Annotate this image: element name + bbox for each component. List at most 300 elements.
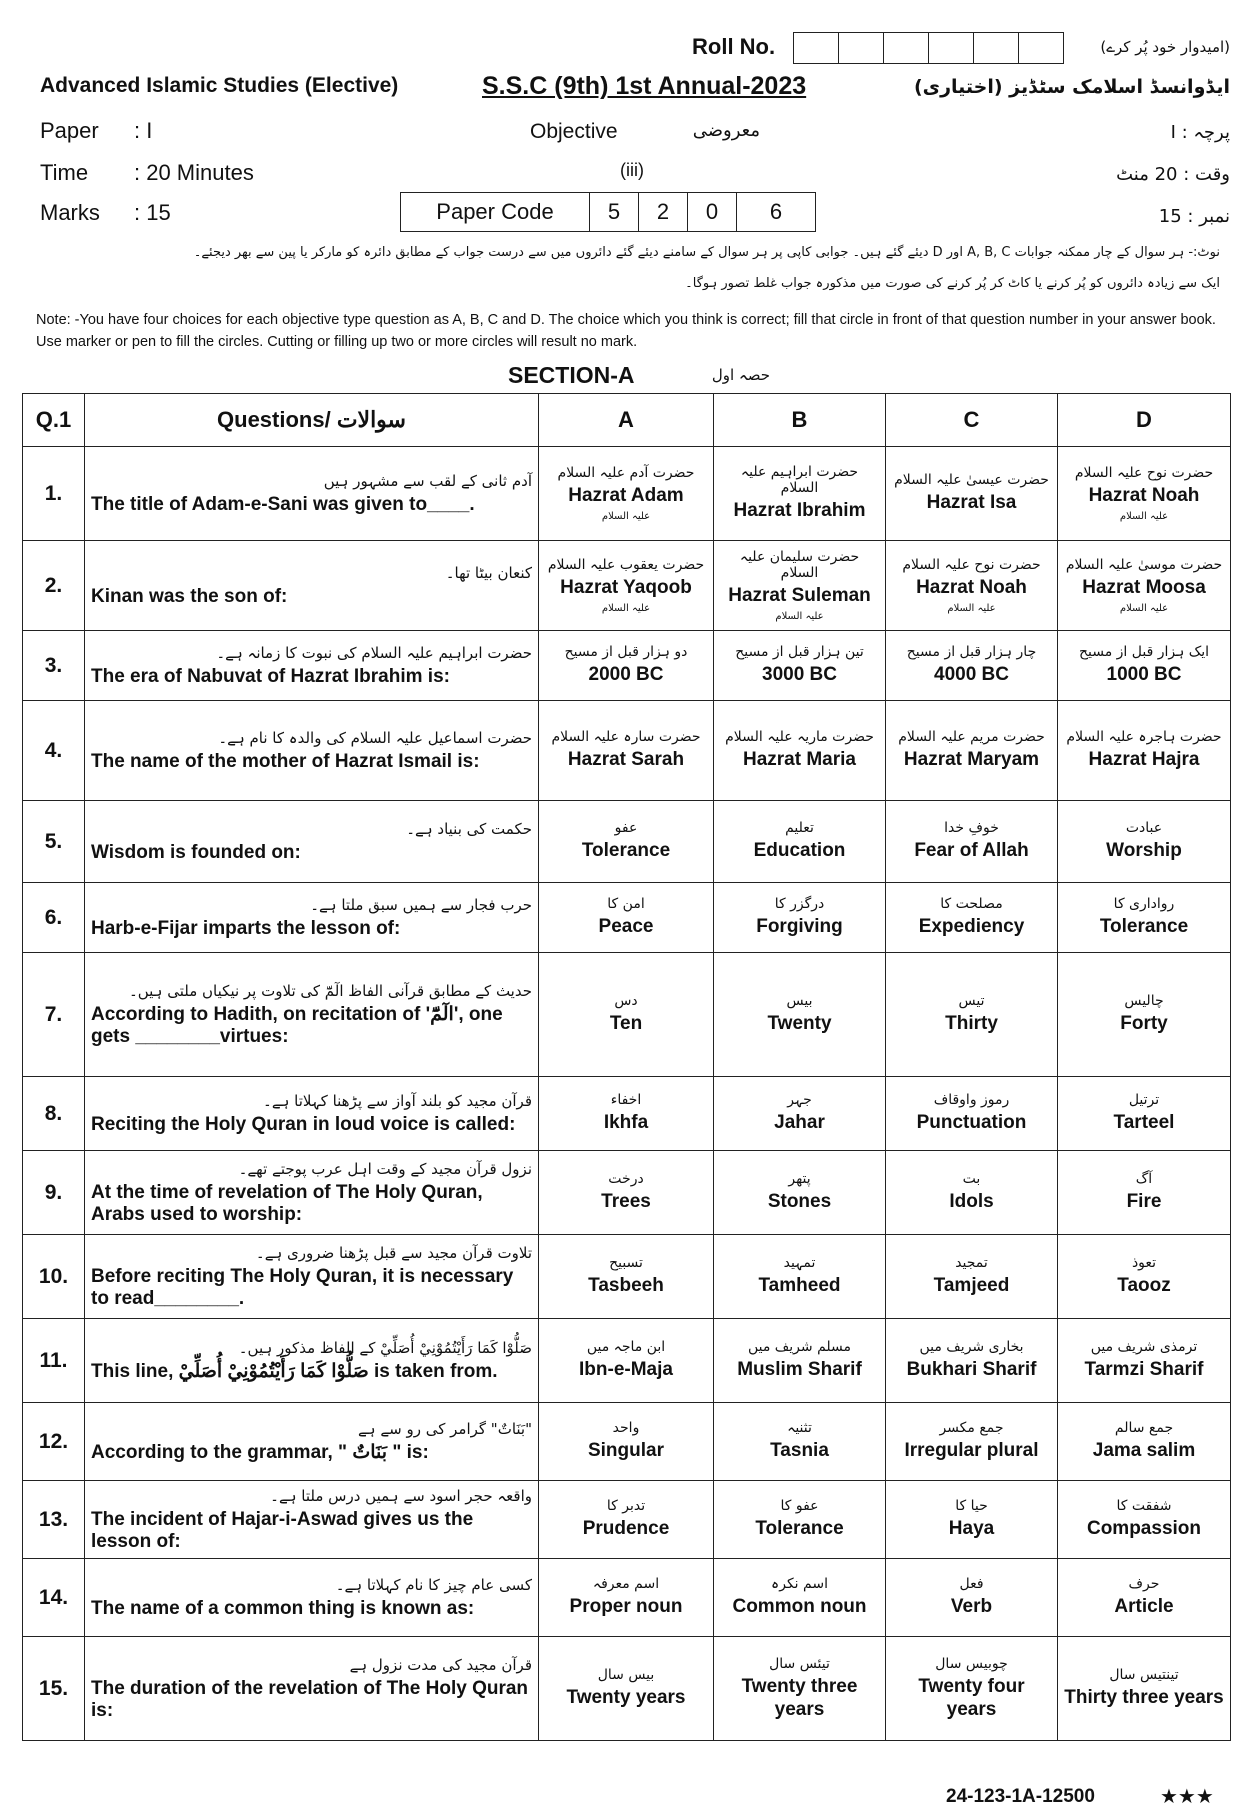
option-urdu: حضرت آدم علیہ السلام bbox=[557, 465, 695, 482]
option-english: 4000 BC bbox=[934, 664, 1009, 686]
header-q-number: Q.1 bbox=[23, 394, 85, 447]
option-english: Hazrat Hajra bbox=[1088, 749, 1200, 771]
option-english: Ten bbox=[609, 1013, 643, 1035]
option-urdu: تمہید bbox=[783, 1255, 816, 1272]
option-urdu: حضرت ابراہیم علیہ السلام bbox=[740, 464, 859, 497]
option-english: Tamjeed bbox=[933, 1275, 1010, 1297]
option-urdu: تدبر کا bbox=[606, 1498, 646, 1515]
option-c-cell bbox=[886, 1319, 1058, 1403]
option-english: Haya bbox=[948, 1518, 995, 1540]
option-a-cell bbox=[539, 1481, 714, 1559]
option-english: Article bbox=[1114, 1596, 1174, 1618]
option-b-cell bbox=[714, 701, 886, 801]
question-english: Harb-e-Fijar imparts the lesson of: bbox=[91, 917, 401, 939]
question-english: Wisdom is founded on: bbox=[91, 841, 301, 863]
option-english: Fire bbox=[1126, 1191, 1162, 1213]
paper-code-digit: 6 bbox=[769, 199, 783, 224]
option-english: Hazrat Maria bbox=[743, 749, 856, 771]
time-label: Time bbox=[40, 160, 89, 185]
option-english: Hazrat Suleman bbox=[728, 585, 871, 607]
option-b-cell bbox=[714, 1077, 886, 1151]
question-urdu: حضرت ابراہیم علیہ السلام کی نبوت کا زمانہ ہے۔ bbox=[216, 643, 532, 662]
option-english: Hazrat Sarah bbox=[567, 749, 685, 771]
option-a-cell bbox=[539, 801, 714, 883]
option-english: Hazrat Maryam bbox=[903, 749, 1040, 771]
option-b-cell bbox=[714, 1319, 886, 1403]
option-english: Irregular plural bbox=[904, 1440, 1039, 1462]
paper-label: Paper bbox=[40, 118, 99, 143]
option-english: Tasnia bbox=[770, 1440, 829, 1462]
option-c-cell bbox=[886, 1637, 1058, 1741]
option-urdu: حضرت یعقوب علیہ السلام bbox=[547, 557, 705, 574]
option-d-cell bbox=[1058, 801, 1231, 883]
roll-box[interactable] bbox=[1019, 33, 1063, 63]
question-english: The incident of Hajar-i-Aswad gives us the lesson of: bbox=[91, 1508, 474, 1552]
time-value: : 20 Minutes bbox=[134, 160, 254, 185]
option-urdu: چالیس bbox=[1124, 993, 1164, 1010]
option-english: Stones bbox=[767, 1191, 832, 1213]
option-urdu: بیس bbox=[786, 993, 813, 1010]
option-english: 1000 BC bbox=[1106, 664, 1182, 686]
option-english: Forgiving bbox=[756, 916, 843, 938]
objective-label: Objective bbox=[530, 120, 618, 143]
question-row bbox=[23, 953, 1231, 1077]
option-english: Hazrat Noah bbox=[1088, 485, 1200, 507]
paper-code-label: Paper Code bbox=[401, 193, 590, 231]
question-text-cell bbox=[85, 541, 539, 631]
option-urdu: ایک ہزار قبل از مسیح bbox=[1078, 644, 1210, 661]
question-row bbox=[23, 1151, 1231, 1235]
option-urdu: مصلحت کا bbox=[940, 896, 1003, 913]
question-text-cell bbox=[85, 883, 539, 953]
paper-code-box bbox=[400, 192, 816, 232]
question-urdu: کسی عام چیز کا نام کہلاتا ہے۔ bbox=[335, 1575, 532, 1594]
question-text-cell bbox=[85, 1319, 539, 1403]
marks-urdu: نمبر : 15 bbox=[1158, 206, 1230, 227]
option-honorific: علیہ السلام bbox=[601, 510, 651, 522]
option-english: Tamheed bbox=[758, 1275, 841, 1297]
question-urdu: کنعان بیٹا تھا۔ bbox=[445, 563, 532, 582]
option-urdu: حرف bbox=[1128, 1576, 1160, 1593]
option-urdu: تیئس سال bbox=[769, 1655, 830, 1672]
option-c-cell bbox=[886, 801, 1058, 883]
option-urdu: چوبیس سال bbox=[935, 1655, 1008, 1672]
option-d-cell bbox=[1058, 631, 1231, 701]
option-urdu: تینتیس سال bbox=[1109, 1667, 1179, 1684]
question-row bbox=[23, 541, 1231, 631]
option-english: Tarmzi Sharif bbox=[1084, 1359, 1204, 1381]
option-d-cell bbox=[1058, 883, 1231, 953]
option-c-cell bbox=[886, 1235, 1058, 1319]
option-a-cell bbox=[539, 447, 714, 541]
question-text-cell bbox=[85, 631, 539, 701]
option-urdu: حضرت ہاجرہ علیہ السلام bbox=[1066, 729, 1222, 746]
option-english: Jama salim bbox=[1092, 1440, 1196, 1462]
option-b-cell bbox=[714, 883, 886, 953]
question-number: 8. bbox=[23, 1077, 85, 1151]
option-urdu: مسلم شریف میں bbox=[747, 1339, 852, 1356]
option-urdu: حضرت موسیٰ علیہ السلام bbox=[1065, 557, 1223, 574]
option-honorific: علیہ السلام bbox=[1119, 510, 1169, 522]
option-d-cell bbox=[1058, 953, 1231, 1077]
option-english: Twenty bbox=[767, 1013, 832, 1035]
option-c-cell bbox=[886, 541, 1058, 631]
question-number: 12. bbox=[23, 1403, 85, 1481]
option-d-cell bbox=[1058, 1637, 1231, 1741]
question-english: This line, صَلُّوْا كَمَا رَأَيْتُمُوْنِيْ أُصَلِّيْ is taken from. bbox=[91, 1360, 498, 1382]
option-d-cell bbox=[1058, 1403, 1231, 1481]
option-urdu: حضرت سارہ علیہ السلام bbox=[551, 729, 701, 746]
option-english: Ikhfa bbox=[603, 1112, 649, 1134]
section-title: SECTION-A bbox=[508, 362, 635, 388]
question-urdu: قرآن مجید کو بلند آواز سے پڑھنا کہلاتا ہے۔ bbox=[263, 1091, 532, 1110]
question-urdu: حکمت کی بنیاد ہے۔ bbox=[406, 819, 532, 838]
question-urdu: صَلُّوْا كَمَا رَأَيْتُمُوْنِيْ أُصَلِّيْ کے الفاظ مذکور ہیں۔ bbox=[238, 1338, 532, 1357]
question-english: Before reciting The Holy Quran, it is necessary to read________. bbox=[91, 1265, 514, 1309]
question-row bbox=[23, 1319, 1231, 1403]
option-english: Tolerance bbox=[581, 840, 671, 862]
option-english: Twenty four years bbox=[918, 1675, 1025, 1720]
option-d-cell bbox=[1058, 1319, 1231, 1403]
footer-stars: ★★★ bbox=[1160, 1786, 1214, 1808]
option-c-cell bbox=[886, 447, 1058, 541]
question-text-cell bbox=[85, 1235, 539, 1319]
option-c-cell bbox=[886, 701, 1058, 801]
question-english: At the time of revelation of The Holy Quran, Arabs used to worship: bbox=[91, 1181, 483, 1225]
option-urdu: شفقت کا bbox=[1116, 1498, 1172, 1515]
marks-label: Marks bbox=[40, 200, 100, 225]
option-c-cell bbox=[886, 883, 1058, 953]
paper-value: : I bbox=[134, 118, 153, 143]
option-a-cell bbox=[539, 1077, 714, 1151]
question-number: 5. bbox=[23, 801, 85, 883]
option-urdu: تین ہزار قبل از مسیح bbox=[735, 644, 864, 661]
question-row bbox=[23, 1403, 1231, 1481]
objective-urdu: معروضی bbox=[692, 120, 760, 141]
option-urdu: جمع سالم bbox=[1114, 1420, 1174, 1437]
option-d-cell bbox=[1058, 1077, 1231, 1151]
option-english: Twenty years bbox=[566, 1687, 686, 1709]
roll-box[interactable] bbox=[974, 33, 1019, 63]
option-english: Peace bbox=[598, 916, 654, 938]
option-a-cell bbox=[539, 953, 714, 1077]
question-text-cell bbox=[85, 447, 539, 541]
question-row bbox=[23, 801, 1231, 883]
header-option-b: B bbox=[714, 394, 886, 447]
option-c-cell bbox=[886, 631, 1058, 701]
option-urdu: آگ bbox=[1135, 1171, 1153, 1188]
question-number: 2. bbox=[23, 541, 85, 631]
option-urdu: حضرت ماریہ علیہ السلام bbox=[725, 729, 874, 746]
option-a-cell bbox=[539, 883, 714, 953]
question-text-cell bbox=[85, 1637, 539, 1741]
question-row bbox=[23, 883, 1231, 953]
option-c-cell bbox=[886, 1481, 1058, 1559]
option-urdu: رواداری کا bbox=[1113, 896, 1175, 913]
subject-title-urdu: ایڈوانسڈ اسلامک سٹڈیز (اختیاری) bbox=[913, 76, 1230, 98]
option-a-cell bbox=[539, 1637, 714, 1741]
header-option-a: A bbox=[539, 394, 714, 447]
roll-box[interactable] bbox=[929, 33, 974, 63]
option-urdu: پتھر bbox=[788, 1171, 811, 1188]
option-urdu: بت bbox=[962, 1171, 981, 1188]
paper-code-digit: 5 bbox=[590, 193, 639, 231]
option-d-cell bbox=[1058, 1559, 1231, 1637]
question-number: 7. bbox=[23, 953, 85, 1077]
question-urdu: حضرت اسماعیل علیہ السلام کی والدہ کا نام ہے۔ bbox=[218, 728, 532, 747]
question-urdu: حدیث کے مطابق قرآنی الفاظ الٓمّٓ کی تلاوت پر نیکیاں ملتی ہیں۔ bbox=[128, 981, 532, 1000]
option-english: Prudence bbox=[582, 1518, 670, 1540]
option-english: Tolerance bbox=[1099, 916, 1189, 938]
option-urdu: حضرت نوح علیہ السلام bbox=[1074, 465, 1214, 482]
option-english: Fear of Allah bbox=[914, 840, 1029, 862]
option-english: Hazrat Adam bbox=[568, 485, 684, 507]
option-english: Taooz bbox=[1117, 1275, 1171, 1297]
option-urdu: امن کا bbox=[607, 896, 645, 913]
option-a-cell bbox=[539, 1319, 714, 1403]
question-english: The title of Adam-e-Sani was given to____. bbox=[91, 493, 475, 515]
question-text-cell bbox=[85, 1151, 539, 1235]
question-row bbox=[23, 447, 1231, 541]
option-c-cell bbox=[886, 953, 1058, 1077]
question-english: The era of Nabuvat of Hazrat Ibrahim is: bbox=[91, 665, 450, 687]
question-urdu: آدم ثانی کے لقب سے مشہور ہیں bbox=[323, 471, 532, 490]
option-b-cell bbox=[714, 447, 886, 541]
option-english: Common noun bbox=[732, 1596, 867, 1618]
question-english: According to the grammar, " بَنَاتٌ " is: bbox=[91, 1441, 429, 1463]
option-english: Forty bbox=[1120, 1013, 1168, 1035]
option-honorific: علیہ السلام bbox=[947, 602, 996, 614]
note-urdu-line1: نوٹ:- ہر سوال کے چار ممکنہ جوابات A, B, C اور D دیئے گئے ہیں۔ جوابی کاپی پر ہر سوال کے سامنے دیئے گئے دائروں میں سے درست جواب کے مطابق دائرہ کو مارکر یا پین سے بھر دیجئے۔ bbox=[193, 245, 1220, 260]
paper-urdu: پرچہ : I bbox=[1170, 122, 1230, 143]
option-urdu: واحد bbox=[612, 1420, 640, 1437]
option-urdu: اسم نکرہ bbox=[771, 1576, 828, 1593]
option-a-cell bbox=[539, 631, 714, 701]
option-english: 2000 BC bbox=[588, 664, 664, 686]
option-urdu: جہر bbox=[787, 1092, 812, 1109]
option-english: Worship bbox=[1106, 840, 1182, 862]
option-english: Singular bbox=[587, 1440, 664, 1462]
question-urdu: حرب فجار سے ہمیں سبق ملتا ہے۔ bbox=[310, 895, 532, 914]
question-number: 15. bbox=[23, 1637, 85, 1741]
option-urdu: دس bbox=[614, 993, 638, 1010]
option-urdu: خوفِ خدا bbox=[944, 820, 999, 837]
question-urdu: "بَنَاتٌ" گرامر کی رو سے ہے bbox=[358, 1419, 532, 1438]
option-urdu: جمع مکسر bbox=[939, 1420, 1004, 1437]
option-a-cell bbox=[539, 1235, 714, 1319]
question-row bbox=[23, 631, 1231, 701]
paper-code-digit: 0 bbox=[688, 193, 737, 231]
footer-code: 24-123-1A-12500 bbox=[946, 1786, 1095, 1807]
mcq-table bbox=[22, 393, 1231, 1741]
marks-value: : 15 bbox=[134, 200, 171, 225]
header-option-d: D bbox=[1058, 394, 1231, 447]
option-english: Jahar bbox=[774, 1112, 825, 1134]
question-number: 9. bbox=[23, 1151, 85, 1235]
question-row bbox=[23, 1481, 1231, 1559]
option-a-cell bbox=[539, 1151, 714, 1235]
table-header-row bbox=[23, 394, 1231, 447]
option-b-cell bbox=[714, 1403, 886, 1481]
question-text-cell bbox=[85, 801, 539, 883]
option-english: Proper noun bbox=[569, 1596, 683, 1618]
option-english: Hazrat Moosa bbox=[1082, 577, 1206, 599]
option-english: 3000 BC bbox=[762, 664, 837, 686]
option-english: Thirty bbox=[945, 1013, 998, 1035]
option-urdu: ابن ماجہ میں bbox=[586, 1339, 666, 1356]
option-c-cell bbox=[886, 1077, 1058, 1151]
option-b-cell bbox=[714, 631, 886, 701]
option-urdu: تمجید bbox=[955, 1255, 988, 1272]
question-text-cell bbox=[85, 1559, 539, 1637]
option-b-cell bbox=[714, 541, 886, 631]
question-text-cell bbox=[85, 1077, 539, 1151]
roll-box[interactable] bbox=[884, 33, 929, 63]
roll-number-boxes[interactable] bbox=[793, 32, 1064, 64]
question-urdu: نزول قرآن مجید کے وقت اہل عرب پوجتے تھے۔ bbox=[238, 1159, 532, 1178]
option-urdu: بخاری شریف میں bbox=[919, 1339, 1024, 1356]
question-text-cell bbox=[85, 1403, 539, 1481]
option-d-cell bbox=[1058, 447, 1231, 541]
subject-title: Advanced Islamic Studies (Elective) bbox=[40, 74, 399, 97]
question-number: 10. bbox=[23, 1235, 85, 1319]
option-urdu: تسبیح bbox=[609, 1255, 643, 1272]
option-urdu: تعلیم bbox=[785, 820, 814, 837]
question-number: 4. bbox=[23, 701, 85, 801]
header-questions: Questions/ سوالات bbox=[85, 394, 539, 447]
question-number: 13. bbox=[23, 1481, 85, 1559]
option-english: Thirty three years bbox=[1064, 1687, 1224, 1709]
section-title-urdu: حصہ اول bbox=[711, 366, 770, 384]
option-urdu: درخت bbox=[608, 1171, 644, 1188]
option-d-cell bbox=[1058, 1151, 1231, 1235]
option-urdu: چار ہزار قبل از مسیح bbox=[906, 644, 1037, 661]
option-english: Punctuation bbox=[916, 1112, 1027, 1134]
option-urdu: ترمذی شریف میں bbox=[1090, 1339, 1198, 1356]
option-a-cell bbox=[539, 1403, 714, 1481]
option-english: Trees bbox=[601, 1191, 651, 1213]
option-urdu: عفو bbox=[614, 820, 638, 837]
option-b-cell bbox=[714, 1235, 886, 1319]
question-row bbox=[23, 1559, 1231, 1637]
option-a-cell bbox=[539, 541, 714, 631]
option-english: Tarteel bbox=[1113, 1112, 1175, 1134]
option-b-cell bbox=[714, 1559, 886, 1637]
option-english: Expediency bbox=[918, 916, 1025, 938]
option-english: Education bbox=[753, 840, 846, 862]
option-urdu: رموز واوقاف bbox=[933, 1092, 1010, 1109]
option-urdu: تیس bbox=[958, 993, 985, 1010]
option-urdu: فعل bbox=[959, 1576, 984, 1593]
option-urdu: حضرت مریم علیہ السلام bbox=[898, 729, 1045, 746]
option-english: Muslim Sharif bbox=[737, 1359, 862, 1381]
option-english: Hazrat Isa bbox=[926, 492, 1017, 514]
option-d-cell bbox=[1058, 1481, 1231, 1559]
option-urdu: تثنیہ bbox=[787, 1420, 812, 1437]
option-urdu: ترتیل bbox=[1128, 1092, 1160, 1109]
question-urdu: قرآن مجید کی مدت نزول ہے bbox=[349, 1655, 532, 1674]
option-urdu: دو ہزار قبل از مسیح bbox=[564, 644, 688, 661]
question-english: Reciting the Holy Quran in loud voice is called: bbox=[91, 1113, 516, 1135]
roll-urdu-note: (امیدوار خود پُر کرے) bbox=[1100, 38, 1230, 56]
question-english: Kinan was the son of: bbox=[91, 585, 288, 607]
note-english: Note: -You have four choices for each objective type question as A, B, C and D. The choice which you think is correct; fill that circle in front of that question number in your answer book. Use marker or pen to fill the circles. Cutting or filling up two or more circles will result no mark. bbox=[36, 312, 1216, 350]
option-english: Verb bbox=[950, 1596, 993, 1618]
question-row bbox=[23, 1235, 1231, 1319]
question-row bbox=[23, 1637, 1231, 1741]
option-honorific: علیہ السلام bbox=[775, 610, 824, 622]
question-number: 1. bbox=[23, 447, 85, 541]
time-urdu: وقت : 20 منٹ bbox=[1116, 164, 1230, 185]
option-d-cell bbox=[1058, 701, 1231, 801]
option-honorific: علیہ السلام bbox=[1119, 602, 1169, 614]
option-english: Tolerance bbox=[755, 1518, 844, 1540]
option-english: Compassion bbox=[1086, 1518, 1202, 1540]
option-a-cell bbox=[539, 1559, 714, 1637]
option-english: Hazrat Ibrahim bbox=[733, 500, 866, 522]
option-d-cell bbox=[1058, 541, 1231, 631]
option-urdu: تعوذ bbox=[1131, 1255, 1157, 1272]
option-b-cell bbox=[714, 801, 886, 883]
question-number: 14. bbox=[23, 1559, 85, 1637]
question-number: 6. bbox=[23, 883, 85, 953]
option-urdu: حیا کا bbox=[955, 1498, 988, 1515]
question-english: According to Hadith, on recitation of 'الٓمّٓ', one gets ________virtues: bbox=[91, 1003, 503, 1047]
option-urdu: حضرت عیسیٰ علیہ السلام bbox=[894, 472, 1049, 489]
roll-box[interactable] bbox=[839, 33, 884, 63]
option-urdu: عفو کا bbox=[780, 1498, 819, 1515]
note-urdu-line2: ایک سے زیادہ دائروں کو پُر کرنے یا کاٹ کر پُر کرنے کی صورت میں مذکورہ جواب غلط تصور ہوگا۔ bbox=[685, 276, 1220, 291]
header-option-c: C bbox=[886, 394, 1058, 447]
question-english: The name of the mother of Hazrat Ismail is: bbox=[91, 750, 480, 772]
option-b-cell bbox=[714, 1481, 886, 1559]
exam-title: S.S.C (9th) 1st Annual-2023 bbox=[482, 72, 807, 100]
option-english: Bukhari Sharif bbox=[906, 1359, 1037, 1381]
option-c-cell bbox=[886, 1151, 1058, 1235]
question-text-cell bbox=[85, 1481, 539, 1559]
option-english: Hazrat Yaqoob bbox=[560, 577, 692, 599]
option-urdu: حضرت نوح علیہ السلام bbox=[902, 557, 1041, 574]
option-b-cell bbox=[714, 1151, 886, 1235]
roll-box[interactable] bbox=[794, 33, 839, 63]
option-english: Ibn-e-Maja bbox=[579, 1359, 673, 1381]
question-text-cell bbox=[85, 701, 539, 801]
option-urdu: درگزر کا bbox=[774, 896, 825, 913]
option-c-cell bbox=[886, 1559, 1058, 1637]
question-number: 11. bbox=[23, 1319, 85, 1403]
question-urdu: واقعہ حجر اسود سے ہمیں درس ملتا ہے۔ bbox=[270, 1486, 532, 1505]
roll-number-label: Roll No. bbox=[692, 34, 776, 59]
option-urdu: اسم معرفہ bbox=[592, 1576, 660, 1593]
option-b-cell bbox=[714, 953, 886, 1077]
question-urdu: تلاوت قرآن مجید سے قبل پڑھنا ضروری ہے۔ bbox=[255, 1243, 532, 1262]
question-text-cell bbox=[85, 953, 539, 1077]
option-d-cell bbox=[1058, 1235, 1231, 1319]
paper-code-digit: 2 bbox=[639, 193, 688, 231]
option-english: Tasbeeh bbox=[588, 1275, 664, 1297]
paper-set: (iii) bbox=[620, 160, 644, 180]
option-english: Twenty three years bbox=[741, 1675, 858, 1720]
question-number: 3. bbox=[23, 631, 85, 701]
option-honorific: علیہ السلام bbox=[601, 602, 651, 614]
option-urdu: حضرت سلیمان علیہ السلام bbox=[739, 549, 860, 582]
question-row bbox=[23, 1077, 1231, 1151]
question-english: The name of a common thing is known as: bbox=[91, 1597, 475, 1619]
option-english: Hazrat Noah bbox=[916, 577, 1027, 599]
option-c-cell bbox=[886, 1403, 1058, 1481]
option-urdu: اخفاء bbox=[610, 1092, 642, 1109]
option-english: Idols bbox=[949, 1191, 994, 1213]
